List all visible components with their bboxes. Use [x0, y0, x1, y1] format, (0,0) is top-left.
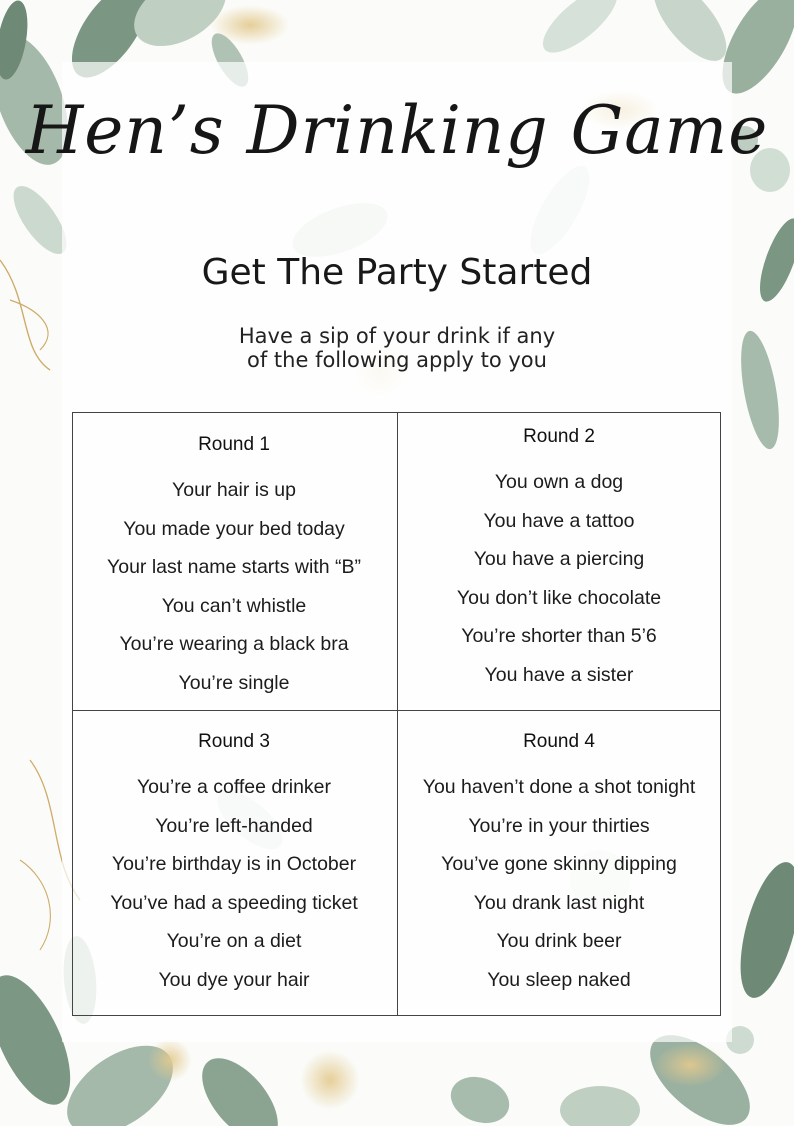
round-item: You drink beer: [496, 930, 622, 953]
round-item: You’re birthday is in October: [111, 853, 357, 876]
round-item: You sleep naked: [487, 968, 631, 991]
round-item: You have a sister: [484, 663, 634, 686]
round-item: Your hair is up: [172, 479, 296, 501]
instructions-line: Have a sip of your drink if any: [238, 324, 556, 348]
instructions: [0, 324, 794, 372]
page-title: Hen’s Drinking Game: [25, 92, 769, 169]
round-item: You have a piercing: [473, 548, 645, 571]
round-title: Round 4: [523, 731, 595, 752]
instructions-line: of the following apply to you: [247, 348, 547, 372]
round-item: You haven’t done a shot tonight: [422, 776, 696, 798]
grid-divider-horizontal: [73, 710, 720, 711]
round-title: Round 1: [198, 434, 270, 455]
round-item: You’re wearing a black bra: [119, 633, 349, 656]
round-item: Your last name starts with “B”: [107, 556, 361, 579]
round-item: You’ve had a speeding ticket: [110, 891, 358, 914]
round-item: You have a tattoo: [483, 509, 635, 532]
round-item: You made your bed today: [123, 517, 345, 540]
round-item: You’re single: [178, 671, 290, 694]
page-subtitle: Get The Party Started: [201, 252, 593, 293]
round-item: You’re in your thirties: [468, 814, 650, 837]
round-2-section: [397, 425, 721, 695]
round-item: You’re left-handed: [155, 814, 313, 837]
round-item: You’re shorter than 5’6: [461, 625, 657, 648]
round-item: You own a dog: [494, 471, 624, 493]
round-item: You’re on a diet: [166, 930, 302, 953]
round-item: You can’t whistle: [161, 594, 307, 617]
round-item: You’ve gone skinny dipping: [441, 853, 677, 876]
round-item: You drank last night: [473, 891, 645, 914]
round-item: You’re a coffee drinker: [136, 776, 332, 798]
round-4-section: [397, 730, 721, 1000]
round-item: You dye your hair: [158, 968, 310, 991]
round-3-section: [72, 730, 396, 1000]
round-title: Round 2: [523, 426, 595, 447]
round-item: You don’t like chocolate: [456, 586, 662, 609]
round-title: Round 3: [198, 731, 270, 752]
round-1-section: [72, 433, 396, 703]
